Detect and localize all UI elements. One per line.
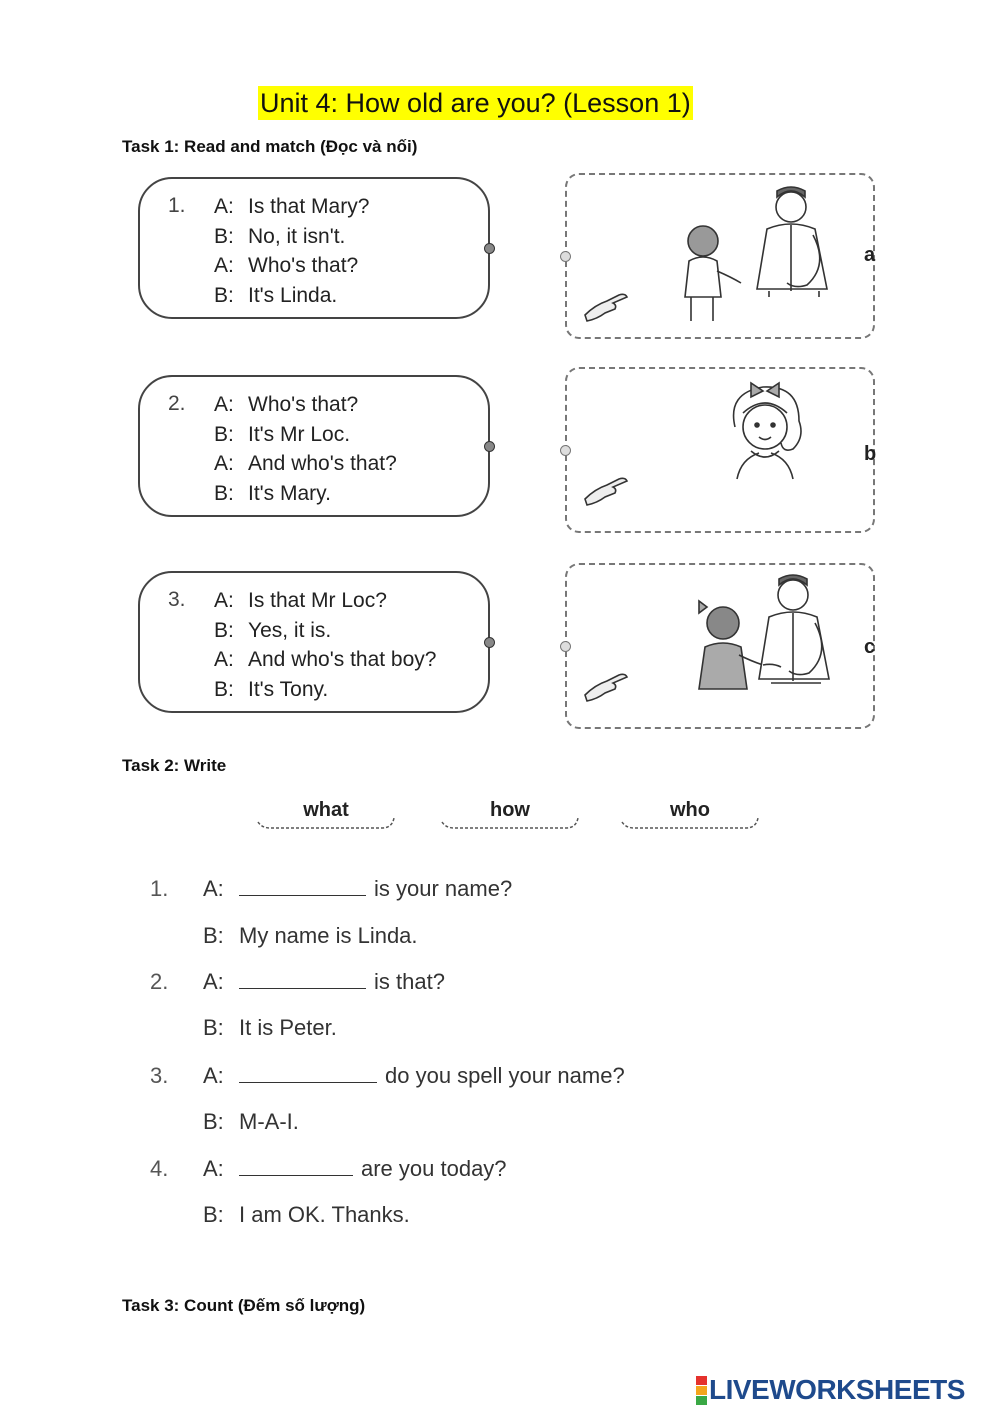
item-4-answer: B: I am OK. Thanks.: [203, 1202, 410, 1227]
dialog-line: A: Who's that?: [214, 254, 359, 277]
dialog-line: B: It's Linda.: [214, 283, 338, 307]
logo-block: [696, 1386, 707, 1395]
match-dot-left-3[interactable]: [484, 637, 495, 648]
dialog-line: B: It's Tony.: [214, 677, 329, 701]
item-2-question: A: is that?: [203, 969, 445, 994]
task2-heading: Task 2: Write: [122, 756, 227, 775]
logo-block: [696, 1396, 707, 1405]
picture-letter-b: b: [864, 443, 877, 465]
picture-box-c: [565, 563, 875, 729]
dialog-line: A: Is that Mr Loc?: [214, 589, 387, 612]
page-title: Unit 4: How old are you? (Lesson 1): [260, 88, 691, 118]
dialog-line: B: Yes, it is.: [214, 618, 332, 642]
item-number: 4.: [150, 1156, 169, 1181]
item-4-question: A: are you today?: [203, 1156, 507, 1181]
dialog-line: A: Who's that?: [214, 393, 359, 416]
match-dot-right-a[interactable]: [560, 251, 571, 262]
task3-heading: Task 3: Count (Đếm số lượng): [122, 1296, 366, 1315]
picture-box-b: [565, 367, 875, 533]
liveworksheets-logo: [696, 1374, 965, 1406]
word-box-who: who: [620, 796, 760, 830]
answer-blank-1[interactable]: [239, 874, 366, 896]
answer-blank-2[interactable]: [239, 967, 366, 989]
item-3-question: A: do you spell your name?: [203, 1063, 625, 1088]
item-number: 2.: [150, 969, 169, 994]
item-2-answer: B: It is Peter.: [203, 1015, 337, 1040]
man-and-boy-illustration: [567, 175, 877, 341]
item-3-answer: B: M-A-I.: [203, 1109, 299, 1134]
dialog-line: B: It's Mr Loc.: [214, 422, 351, 446]
answer-blank-3[interactable]: [239, 1061, 377, 1083]
dialog-number: 3.: [168, 588, 186, 611]
dialog-line: B: No, it isn't.: [214, 224, 346, 248]
picture-box-a: [565, 173, 875, 339]
dialog-number: 2.: [168, 392, 186, 415]
picture-letter-a: a: [864, 244, 876, 266]
match-dot-left-2[interactable]: [484, 441, 495, 452]
task1-heading: Task 1: Read and match (Đọc và nối): [122, 137, 418, 156]
match-dot-right-b[interactable]: [560, 445, 571, 456]
logo-block: [696, 1376, 707, 1385]
dialog-number: 1.: [168, 194, 186, 217]
dialog-line: A: And who's that?: [214, 452, 397, 475]
dialog-line: A: And who's that boy?: [214, 648, 437, 671]
match-dot-left-1[interactable]: [484, 243, 495, 254]
picture-letter-c: c: [864, 636, 876, 658]
answer-blank-4[interactable]: [239, 1154, 353, 1176]
dialog-box-2: [138, 375, 490, 517]
match-dot-right-c[interactable]: [560, 641, 571, 652]
item-1-question: A: is your name?: [203, 876, 513, 901]
liveworksheets-logo-icon: [696, 1376, 707, 1405]
dialog-box-1: [138, 177, 490, 319]
man-and-girl-illustration: [567, 565, 877, 731]
item-number: 1.: [150, 876, 169, 901]
dialog-line: A: Is that Mary?: [214, 195, 370, 218]
item-1-answer: B: My name is Linda.: [203, 923, 418, 948]
girl-with-bow-illustration: [567, 369, 877, 535]
word-box-how: how: [440, 796, 580, 830]
dialog-box-3: [138, 571, 490, 713]
word-box-what: what: [256, 796, 396, 830]
liveworksheets-logo-text: LIVEWORKSHEETS: [709, 1374, 965, 1405]
dialog-line: B: It's Mary.: [214, 481, 331, 505]
item-number: 3.: [150, 1063, 169, 1088]
